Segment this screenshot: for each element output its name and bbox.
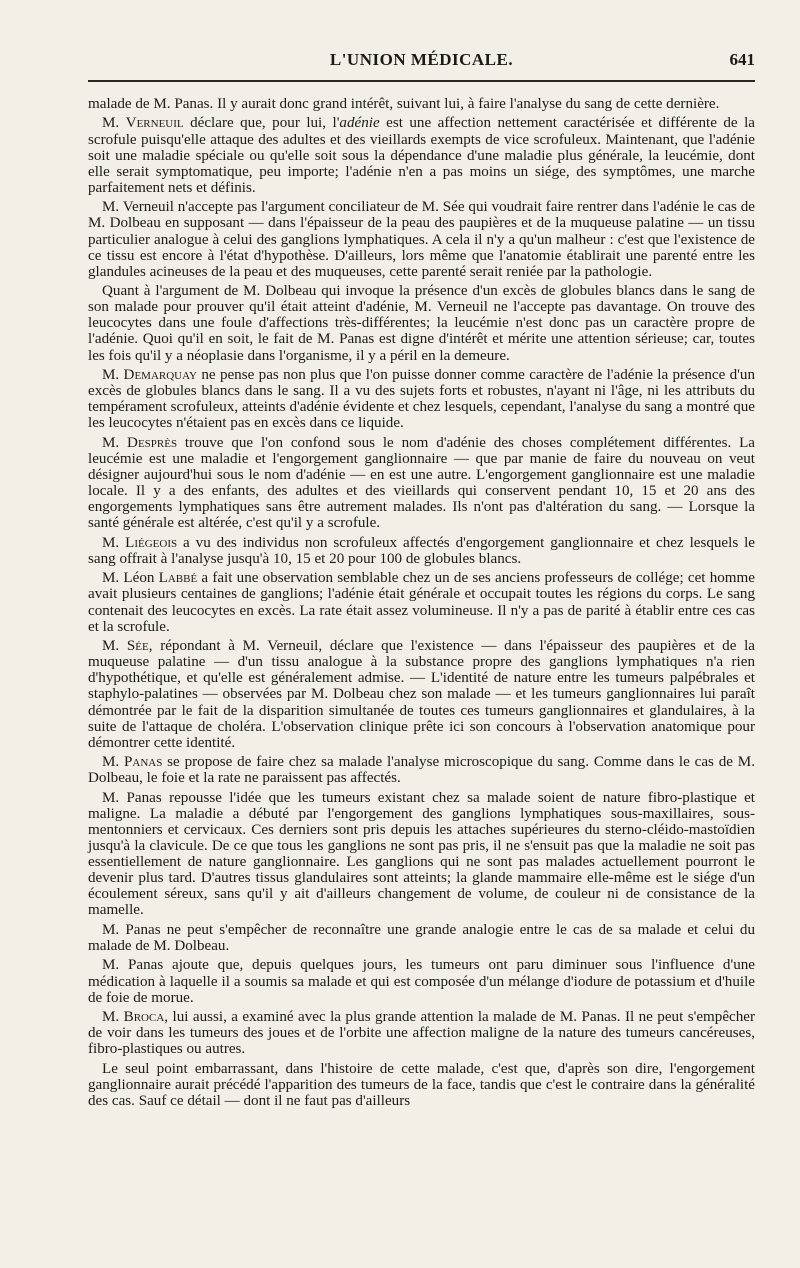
text-run: M. Panas ne peut s'empêcher de reconnaître une grande analogie entre le cas de sa malade et celui du malade de M. Dolbeau. — [88, 921, 755, 954]
paragraph — [88, 1009, 755, 1057]
paragraph — [88, 367, 755, 431]
text-run: M. Panas ajoute que, depuis quelques jours, les tumeurs ont paru diminuer sous l'influence d'une médication à laquelle il a soumis sa malade et qui est composée d'un mélange d'iodure de potassium et d'huile de foie de morue. — [88, 957, 755, 1006]
text-run: M. — [102, 754, 125, 771]
text-run: M. — [102, 434, 128, 451]
text-run: M. Panas repousse l'idée que les tumeurs existant chez sa malade soient de nature fibro-plastique et maligne. La maladie a débuté par l'engorgement des ganglions lymphatiques sous-maxillaires, sous-mentonniers et cervicaux. Ces derniers sont pris depuis les attaches supérieures du sterno-cléido-mastoïdien jusqu'à la clavicule. De ce que tous les ganglions ne sont pas pris, il ne s'ensuit pas que la maladie ne soit pas essentiellement de nature ganglionnaire. Les ganglions qui ne sont pas malades actuellement pourront le devenir plus tard. D'autres tissus glandulaires sont atteints; la glande mammaire elle-même est le siége d'un écoulement séreux, sans qu'il y ait d'ailleurs changement de volume, de couleur ni de consistance de la mamelle. — [88, 789, 755, 919]
paragraph — [88, 115, 755, 195]
paragraph — [88, 435, 755, 532]
paragraph — [88, 96, 755, 112]
text-run: a vu des individus non scrofuleux affectés d'engorgement ganglionnaire et chez lesquels le sang offrait à l'analyse jusqu'à 10, 15 et 20 pour 100 de globules blancs. — [88, 534, 756, 567]
text-run: M. Léon — [102, 570, 159, 587]
text-run: Le seul point embarrassant, dans l'histoire de cette malade, c'est que, d'après son dire, l'engorgement ganglionnaire aurait précédé l'apparition des tumeurs de la face, tandis que c'est le contraire dans la généralité des cas. Sauf ce détail — dont il ne faut pas d'ailleurs — [88, 1060, 755, 1109]
text-run: Quant à l'argument de M. Dolbeau qui invoque la présence d'un excès de globules blancs dans le sang de son malade pour prouver qu'il était atteint d'adénie, M. Verneuil ne l'accepte pas davantage. On trouve des leucocytes dans une foule d'affections très-différentes; la leucémie n'est donc pas un caractère propre de l'adénie. Quoi qu'il en soit, le fait de M. Panas est digne d'intérêt et mérite une attention sérieuse; car, toutes les fois qu'il y a néoplasie dans l'organisme, il y a péril en la demeure. — [88, 283, 755, 364]
speaker-name: Verneuil — [125, 115, 184, 132]
paragraph — [88, 535, 755, 567]
paragraph — [88, 638, 755, 751]
speaker-name: Labbé — [158, 570, 198, 587]
italic-term: adénie — [339, 115, 380, 132]
text-run: déclare que, pour lui, l' — [183, 115, 340, 132]
paragraph — [88, 283, 755, 363]
text-run: M. — [102, 367, 124, 384]
paragraph — [88, 922, 755, 954]
paragraph — [88, 754, 755, 786]
page-number: 641 — [729, 50, 755, 69]
speaker-name: Desprès — [127, 434, 178, 451]
text-run: M. Verneuil n'accepte pas l'argument conciliateur de M. Sée qui voudrait faire rentrer dans l'adénie le cas de M. Dolbeau en supposant — dans l'épaisseur de la peau des paupières et de la muqueuse palatine — un tissu particulier analogue à celui des ganglions lymphatiques. A cela il n'y a qu'un malheur : c'est que l'existence de ce tissu est encore à l'état d'hypothèse. D'ailleurs, lors même que l'anatomie établirait une parenté entre les glandules acineuses de la peau et des muqueuses, cette parenté serait reniée par la pathologie. — [88, 199, 755, 280]
text-run: trouve que l'on confond sous le nom d'adénie des choses complétement différentes. La leucémie est une maladie et l'engorgement ganglionnaire — que par manie de faire du nouveau on veut désigner aujourd'hui sous le nom d'adénie — en est une autre. L'engorgement ganglionnaire est une maladie locale. Il y a des enfants, des adultes et des vieillards qui conservent pendant 10, 15 et 20 ans des engorgements lymphatiques sans être autrement malades. Ils n'ont pas d'altération du sang. — Lorsque la santé générale est altérée, c'est qu'il y a scrofule. — [88, 434, 755, 532]
journal-title: L'UNION MÉDICALE. — [329, 50, 514, 69]
speaker-name: Broca — [123, 1009, 165, 1026]
text-run: , lui aussi, a examiné avec la plus grande attention la malade de M. Panas. Il ne peut s'empêcher de voir dans les tumeurs des joues et de l'orbite une affection maligne de la nature des tumeurs cancéreuses, fibro-plastiques ou autres. — [88, 1009, 755, 1058]
text-run: malade de M. Panas. Il y aurait donc grand intérêt, suivant lui, à faire l'analyse du sang de cette dernière. — [88, 96, 720, 112]
paragraph — [88, 199, 755, 279]
paragraph — [88, 957, 755, 1005]
text-run: est une affection nettement caractérisée et différente de la scrofule puisqu'elle attaque des adultes et des vieillards exempts de vice scrofuleux. Maintenant, que l'adénie soit une maladie spéciale ou qu'elle soit sous la dépendance d'une maladie plus générale, la leucémie, dont elle serait symptomatique, peu importe; l'adénie n'en a pas moins un siége, des symptômes, une marche parfaitement nets et définis. — [88, 115, 755, 196]
text-run: M. — [102, 534, 126, 551]
text-run: a fait une observation semblable chez un de ses anciens professeurs de collége; cet homme avait plusieurs centaines de ganglions; l'adénie était générale et occupait toutes les régions du corps. Le sang contenait des leucocytes en excès. La rate était assez volumineuse. Il n'y a pas de parité à établir entre ces cas et la scrofule. — [88, 570, 755, 635]
speaker-name: Demarquay — [123, 367, 197, 384]
text-run: , répondant à M. Verneuil, déclare que l'existence — dans l'épaisseur des paupières et de la muqueuse palatine — d'un tissu analogue à la substance propre des ganglions lymphatiques n'a rien d'hypothétique, et qu'elle est généralement admise. — L'identité de nature entre les tumeurs palpébrales et staphylo-palatines — observées par M. Dolbeau chez son malade — et les tumeurs ganglionnaires lui paraît démontrée par le fait de la disparition simultanée de toutes ces tumeurs ganglionnaires et glandulaires, à la suite de l'attaque de choléra. L'observation clinique prête ici son concours à l'observation anatomique pour démontrer cette identité. — [88, 638, 755, 751]
speaker-name: Liégeois — [125, 534, 178, 551]
paragraph — [88, 1061, 755, 1109]
text-run: M. — [102, 1009, 124, 1026]
text-run: ne pense pas non plus que l'on puisse donner comme caractère de l'adénie la présence d'un excès de globules blancs dans le sang. Il a vu des sujets forts et robustes, n'ayant ni l'âge, ni les attributs du tempérament scrofuleux, atteints d'adénie évidente et chez lesquels, cependant, l'analyse du sang a montré que les leucocytes n'étaient pas en excès dans ce liquide. — [88, 367, 755, 432]
article-body — [88, 96, 755, 1112]
paragraph — [88, 570, 755, 634]
text-run: se propose de faire chez sa malade l'analyse microscopique du sang. Comme dans le cas de M. Dolbeau, le foie et la rate ne paraissent pas affectés. — [88, 754, 755, 787]
text-run: M. — [102, 638, 127, 655]
speaker-name: Sée — [126, 638, 149, 655]
speaker-name: Panas — [124, 754, 163, 771]
running-head — [88, 50, 755, 80]
paragraph — [88, 790, 755, 919]
header-rule — [88, 80, 755, 82]
text-run: M. — [102, 115, 126, 132]
